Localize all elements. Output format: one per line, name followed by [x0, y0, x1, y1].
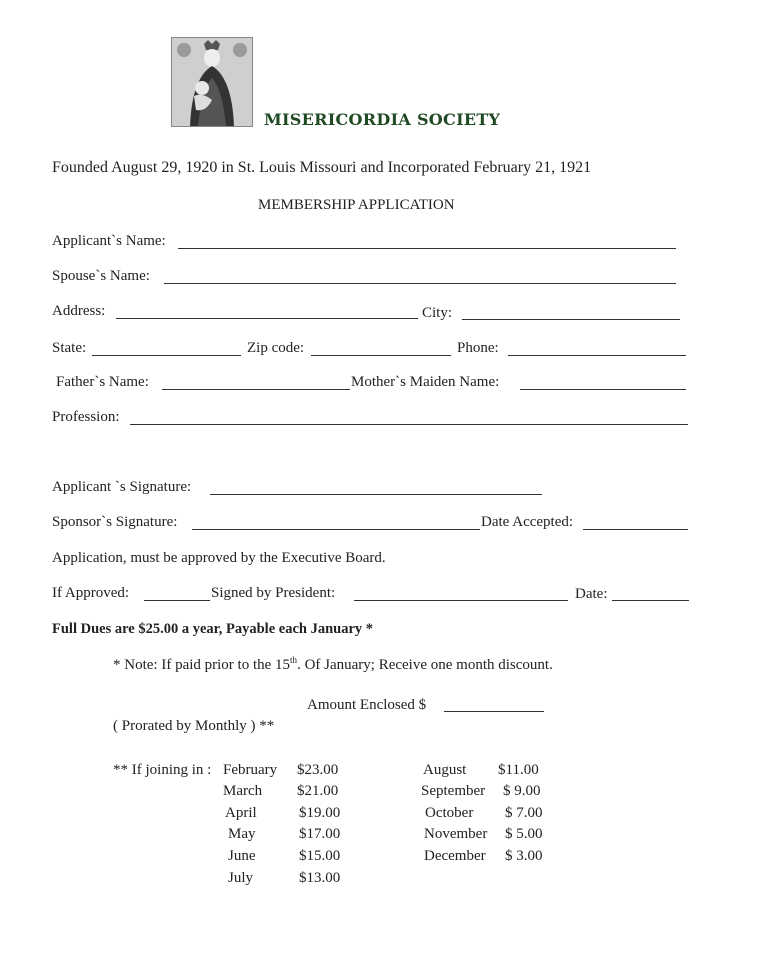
father-name-label: Father`s Name:: [56, 374, 149, 390]
month-left-2: April: [225, 805, 257, 821]
city-label: City:: [422, 305, 453, 321]
amount-enclosed-field[interactable]: [444, 711, 544, 712]
madonna-icon: [172, 38, 252, 126]
applicant-signature-field[interactable]: [210, 494, 542, 495]
society-logo-image: [171, 37, 253, 127]
month-right-0: August: [423, 762, 467, 778]
signed-by-president-field[interactable]: [354, 600, 568, 601]
amount-left-0: $23.00: [297, 762, 339, 778]
phone-label: Phone:: [457, 340, 499, 356]
amount-left-5: $13.00: [299, 870, 341, 886]
month-left-0: February: [223, 762, 278, 778]
amount-right-0: $11.00: [498, 762, 539, 778]
address-field[interactable]: [116, 318, 418, 319]
amount-right-2: $ 7.00: [505, 805, 543, 821]
month-left-3: May: [228, 826, 256, 842]
society-title: MISERICORDIA SOCIETY: [264, 110, 501, 129]
month-left-4: June: [228, 848, 256, 864]
discount-note: * Note: If paid prior to the 15th. Of January; Receive one month discount.: [113, 655, 553, 673]
amount-left-3: $17.00: [299, 826, 341, 842]
ordinal-suffix: th: [290, 655, 298, 665]
amount-enclosed-label: Amount Enclosed $: [307, 697, 427, 713]
spouse-name-field[interactable]: [164, 283, 676, 284]
month-left-5: July: [228, 870, 254, 886]
mother-name-field[interactable]: [520, 389, 686, 390]
mother-name-label: Mother`s Maiden Name:: [351, 374, 500, 390]
date-label: Date:: [575, 586, 608, 602]
amount-right-1: $ 9.00: [503, 783, 541, 799]
date-accepted-field[interactable]: [583, 529, 688, 530]
prorated-text: ( Prorated by Monthly ) **: [113, 718, 275, 734]
zip-field[interactable]: [311, 355, 451, 356]
date-field[interactable]: [612, 600, 689, 601]
applicant-signature-label: Applicant `s Signature:: [52, 479, 192, 495]
profession-label: Profession:: [52, 409, 120, 425]
month-right-1: September: [421, 783, 486, 799]
month-right-3: November: [424, 826, 488, 842]
if-approved-field[interactable]: [144, 600, 210, 601]
month-right-2: October: [425, 805, 474, 821]
applicant-name-label: Applicant`s Name:: [52, 233, 166, 249]
founded-text: Founded August 29, 1920 in St. Louis Missouri and Incorporated February 21, 1921: [52, 159, 592, 176]
father-name-field[interactable]: [162, 389, 350, 390]
amount-left-1: $21.00: [297, 783, 339, 799]
sponsor-signature-label: Sponsor`s Signature:: [52, 514, 178, 530]
amount-left-2: $19.00: [299, 805, 341, 821]
full-dues-text: Full Dues are $25.00 a year, Payable each January *: [52, 621, 374, 637]
state-field[interactable]: [92, 355, 241, 356]
form-title: MEMBERSHIP APPLICATION: [258, 197, 455, 213]
month-right-4: December: [424, 848, 486, 864]
spouse-name-label: Spouse`s Name:: [52, 268, 150, 284]
sponsor-signature-field[interactable]: [192, 529, 480, 530]
address-label: Address:: [52, 303, 106, 319]
phone-field[interactable]: [508, 355, 686, 356]
state-label: State:: [52, 340, 87, 356]
amount-right-4: $ 3.00: [505, 848, 543, 864]
if-approved-label: If Approved:: [52, 585, 130, 601]
approval-note: Application, must be approved by the Executive Board.: [52, 550, 386, 566]
profession-field[interactable]: [130, 424, 688, 425]
amount-left-4: $15.00: [299, 848, 341, 864]
zip-label: Zip code:: [247, 340, 305, 356]
applicant-name-field[interactable]: [178, 248, 676, 249]
month-left-1: March: [223, 783, 263, 799]
date-accepted-label: Date Accepted:: [481, 514, 574, 530]
signed-by-president-label: Signed by President:: [211, 585, 336, 601]
joining-label: ** If joining in :: [113, 762, 212, 778]
city-field[interactable]: [462, 319, 680, 320]
amount-right-3: $ 5.00: [505, 826, 543, 842]
